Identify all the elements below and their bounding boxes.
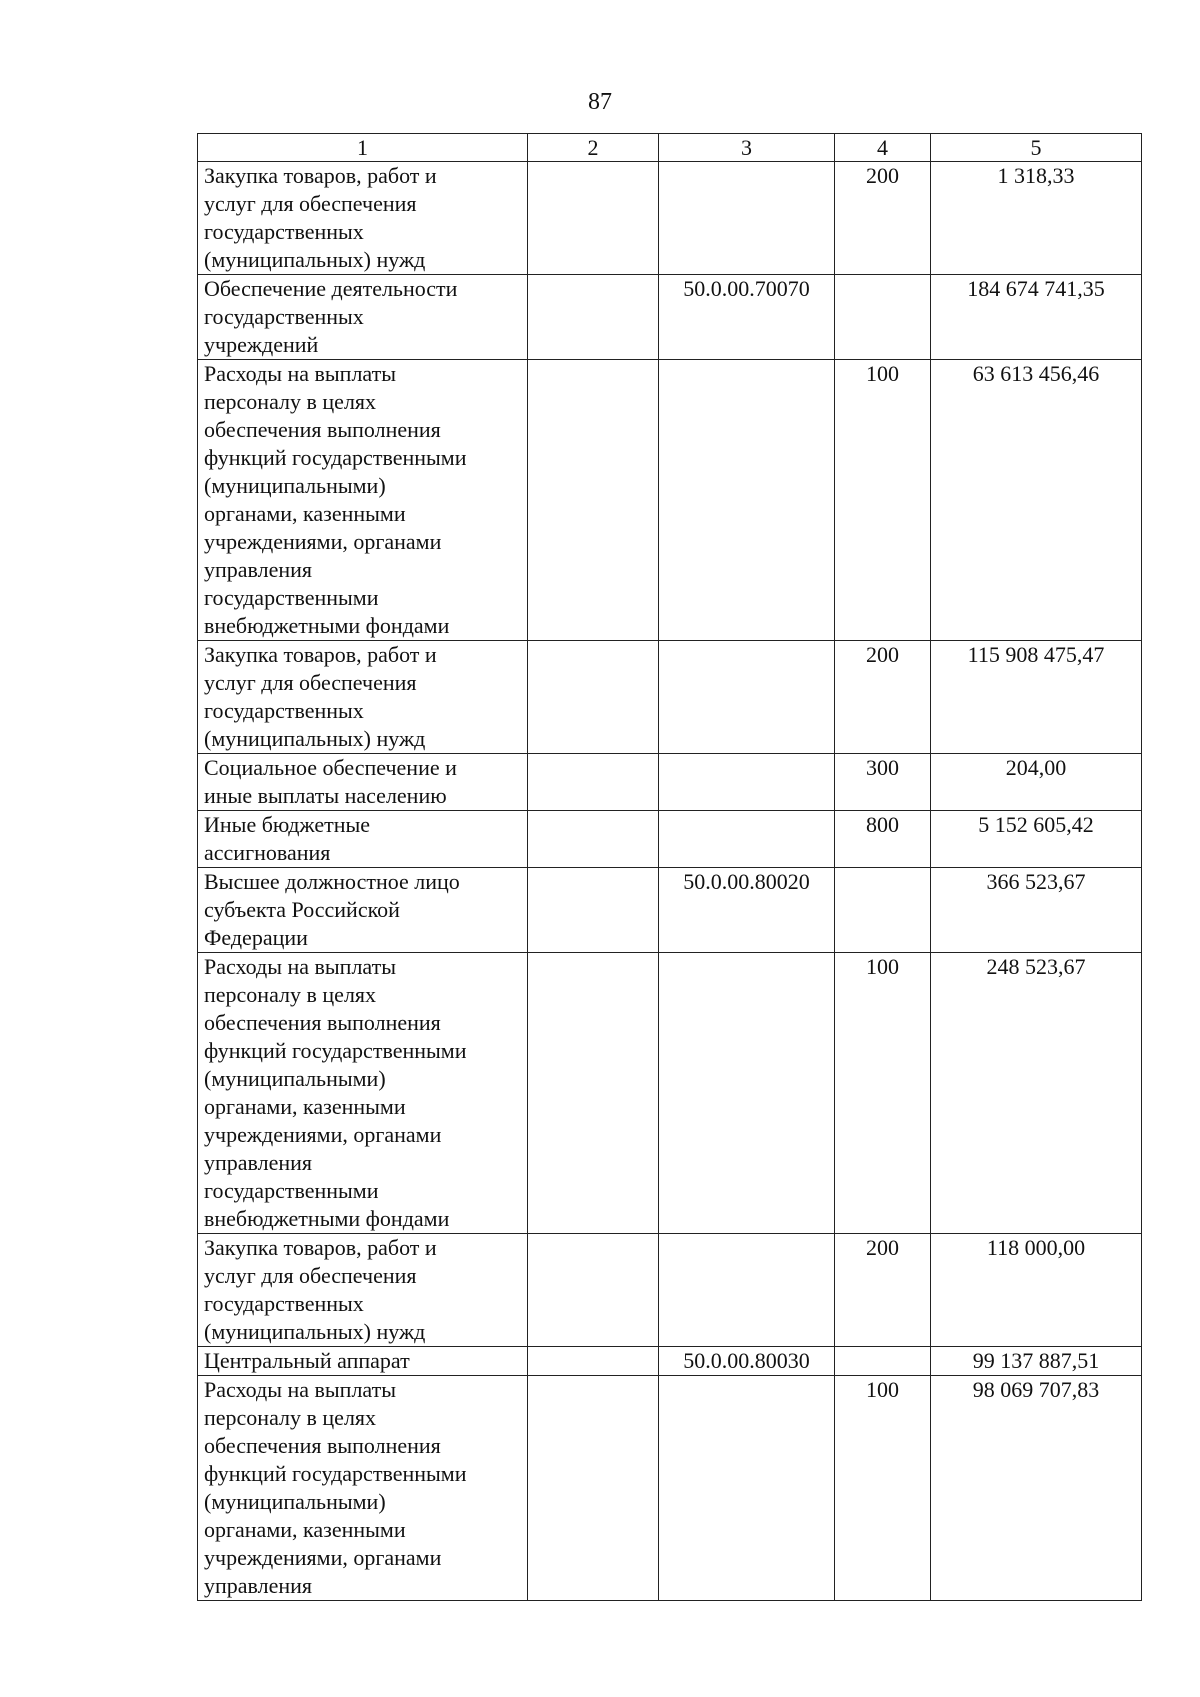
row-code-cell: 50.0.00.80020 [659, 868, 835, 953]
row-amount-cell: 1 318,33 [931, 162, 1142, 275]
row-amount-cell: 366 523,67 [931, 868, 1142, 953]
row-col2-cell [528, 953, 659, 1234]
row-col2-cell [528, 868, 659, 953]
row-col2-cell [528, 360, 659, 641]
row-code-cell [659, 162, 835, 275]
row-amount-cell: 99 137 887,51 [931, 1347, 1142, 1376]
table-header-row [198, 134, 1142, 162]
row-code-cell [659, 953, 835, 1234]
row-name-cell: Закупка товаров, работ и услуг для обеспечения государственных (муниципальных) нужд [198, 641, 528, 754]
row-col2-cell [528, 1376, 659, 1601]
row-code-cell: 50.0.00.70070 [659, 275, 835, 360]
row-name-cell: Центральный аппарат [198, 1347, 528, 1376]
row-type-cell: 100 [835, 953, 931, 1234]
row-amount-cell: 98 069 707,83 [931, 1376, 1142, 1601]
table-row [198, 868, 1142, 953]
row-amount-cell: 204,00 [931, 754, 1142, 811]
row-col2-cell [528, 162, 659, 275]
table-row [198, 1347, 1142, 1376]
page-number: 87 [588, 89, 612, 115]
row-name-cell: Обеспечение деятельности государственных учреждений [198, 275, 528, 360]
row-col2-cell [528, 641, 659, 754]
row-col2-cell [528, 1234, 659, 1347]
row-type-cell: 300 [835, 754, 931, 811]
table-row [198, 1234, 1142, 1347]
row-type-cell: 200 [835, 162, 931, 275]
table-row [198, 754, 1142, 811]
row-name-cell: Расходы на выплаты персоналу в целях обеспечения выполнения функций государственными (муниципальными) органами, казенными учреждениями, органами управления [198, 1376, 528, 1601]
row-name-cell: Расходы на выплаты персоналу в целях обеспечения выполнения функций государственными (муниципальными) органами, казенными учреждениями, органами управления государственными внебюджетными фондами [198, 360, 528, 641]
table-row [198, 953, 1142, 1234]
table-row [198, 811, 1142, 868]
row-amount-cell: 63 613 456,46 [931, 360, 1142, 641]
table-row [198, 641, 1142, 754]
row-type-cell: 800 [835, 811, 931, 868]
row-amount-cell: 118 000,00 [931, 1234, 1142, 1347]
row-code-cell [659, 641, 835, 754]
row-type-cell: 100 [835, 360, 931, 641]
header-cell-1: 1 [198, 134, 528, 162]
header-cell-4: 4 [835, 134, 931, 162]
row-name-cell: Иные бюджетные ассигнования [198, 811, 528, 868]
row-code-cell [659, 1234, 835, 1347]
row-type-cell: 200 [835, 1234, 931, 1347]
row-type-cell [835, 275, 931, 360]
row-type-cell [835, 868, 931, 953]
budget-table [197, 133, 1142, 1601]
header-cell-5: 5 [931, 134, 1142, 162]
row-col2-cell [528, 754, 659, 811]
row-type-cell [835, 1347, 931, 1376]
row-code-cell: 50.0.00.80030 [659, 1347, 835, 1376]
table-row [198, 1376, 1142, 1601]
row-name-cell: Социальное обеспечение и иные выплаты населению [198, 754, 528, 811]
row-col2-cell [528, 275, 659, 360]
header-cell-3: 3 [659, 134, 835, 162]
row-type-cell: 100 [835, 1376, 931, 1601]
row-col2-cell [528, 811, 659, 868]
row-amount-cell: 248 523,67 [931, 953, 1142, 1234]
row-type-cell: 200 [835, 641, 931, 754]
row-code-cell [659, 754, 835, 811]
row-col2-cell [528, 1347, 659, 1376]
row-name-cell: Расходы на выплаты персоналу в целях обеспечения выполнения функций государственными (муниципальными) органами, казенными учреждениями, органами управления государственными внебюджетными фондами [198, 953, 528, 1234]
table-body [198, 134, 1142, 1601]
row-name-cell: Высшее должностное лицо субъекта Российской Федерации [198, 868, 528, 953]
row-code-cell [659, 811, 835, 868]
row-code-cell [659, 1376, 835, 1601]
table-row [198, 275, 1142, 360]
table-row [198, 360, 1142, 641]
table-row [198, 162, 1142, 275]
row-amount-cell: 184 674 741,35 [931, 275, 1142, 360]
row-name-cell: Закупка товаров, работ и услуг для обеспечения государственных (муниципальных) нужд [198, 162, 528, 275]
row-name-cell: Закупка товаров, работ и услуг для обеспечения государственных (муниципальных) нужд [198, 1234, 528, 1347]
header-cell-2: 2 [528, 134, 659, 162]
row-amount-cell: 5 152 605,42 [931, 811, 1142, 868]
row-code-cell [659, 360, 835, 641]
row-amount-cell: 115 908 475,47 [931, 641, 1142, 754]
